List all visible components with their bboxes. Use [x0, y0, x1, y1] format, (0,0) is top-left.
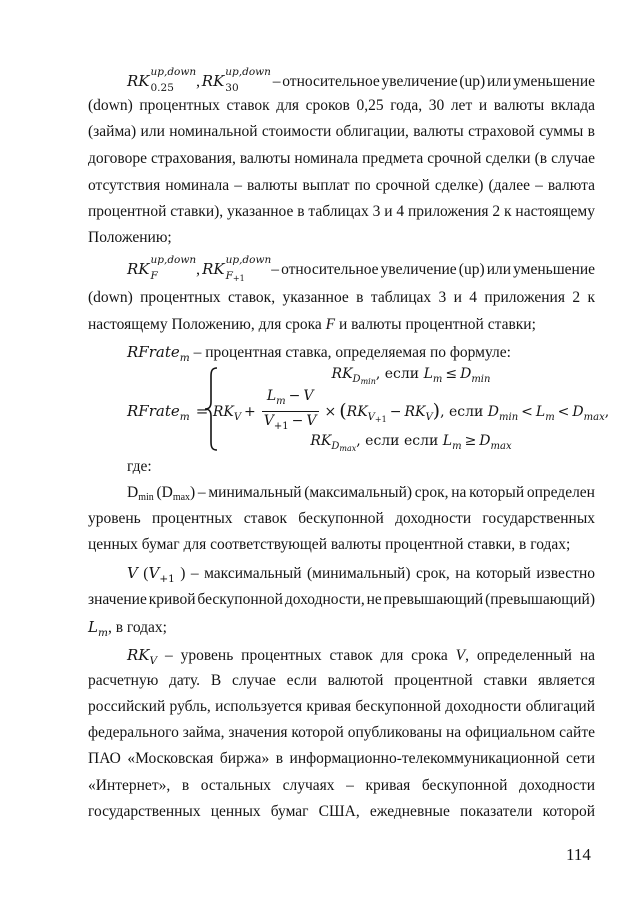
- rfrate-symbol: [127, 343, 190, 364]
- where-label: где:: [127, 458, 152, 475]
- fraction-numerator: [262, 387, 319, 412]
- term-scripts: [151, 64, 197, 96]
- para6-line2: значение кривой бескупонной доходности, не превышающий (превышающий): [88, 591, 595, 608]
- d-symbol: D: [127, 484, 139, 501]
- rk-up-down-30-term: [201, 66, 271, 94]
- line-text: , определенный на: [465, 647, 595, 664]
- para7-line1: [127, 642, 595, 668]
- para5-line3: ценных бумаг для соответствующей валюты процентной ставки, в годах;: [88, 536, 571, 553]
- formula-lhs: [127, 398, 208, 424]
- d-symbol: D: [572, 403, 584, 420]
- v-symbol: V: [306, 412, 317, 429]
- rk-symbol: RK: [310, 433, 332, 449]
- open-paren: (: [137, 565, 149, 582]
- rk-subscript: [331, 441, 356, 452]
- term-scripts: [225, 64, 271, 96]
- para1-line7: Положению;: [88, 229, 172, 246]
- less-than-operator: <: [557, 403, 570, 420]
- para2-line1: [127, 252, 595, 283]
- para5-line1: [127, 480, 595, 506]
- rk-symbol: RK: [212, 403, 234, 420]
- less-than-operator: <: [521, 403, 533, 420]
- l-symbol: L: [266, 387, 277, 404]
- condition-word: , если: [375, 366, 424, 382]
- v-symbol: V: [263, 412, 274, 429]
- variable-v: V: [455, 647, 466, 664]
- para1-line1: [127, 64, 595, 94]
- para1-line2: (down) процентных ставок для сроков 0,25 года, 30 лет и валюты вклада: [88, 97, 595, 114]
- operator: ≥: [464, 433, 477, 449]
- symbol-subscript: m: [97, 627, 108, 639]
- para1-line6: процентной ставки), указанное в таблицах 3 и 4 приложения 2 к настоящему: [88, 203, 595, 220]
- rk-up-down-f-term: [127, 254, 197, 282]
- term-scripts: [226, 252, 272, 287]
- d-subscript: min: [471, 374, 491, 385]
- sub-subscript: +1: [374, 414, 387, 424]
- term-separator: ,: [196, 73, 202, 90]
- term-base: RK: [201, 72, 225, 90]
- line-text: – максимальный (минимальный) срок, на который известно: [185, 565, 595, 582]
- rk-up-down-025-term: [127, 66, 197, 94]
- l-subscript: m: [276, 395, 286, 407]
- term-subscript: 30: [225, 82, 239, 94]
- left-paren: (: [339, 399, 347, 422]
- d-symbol: D: [460, 366, 472, 382]
- rk-symbol: RK: [404, 403, 426, 420]
- sub-subscript: min: [360, 377, 376, 386]
- rk-up-down-f-plus-1-term: [202, 254, 272, 283]
- l-m-symbol: [88, 618, 108, 639]
- l-symbol: L: [423, 366, 433, 382]
- term-superscript: up,down: [225, 66, 271, 78]
- d-subscript: max: [490, 441, 512, 452]
- para1-line4: договоре страхования, валюты номинала предмета срочной сделки (в случае: [88, 150, 595, 167]
- rk-subscript: V: [425, 411, 433, 423]
- term-base: RK: [127, 260, 150, 278]
- d-subscript: max: [583, 411, 605, 423]
- subscript-base: F: [225, 270, 233, 282]
- right-paren: ): [432, 399, 441, 422]
- sub-subscript: max: [339, 444, 357, 453]
- para7-line2: расчетную дату. В случае если валютой процентной ставки является: [88, 672, 595, 689]
- term-superscript: up,down: [150, 66, 197, 78]
- d-symbol: D: [161, 484, 173, 501]
- term-subscript: F: [150, 270, 158, 282]
- line-text: – уровень процентных ставок для срока: [157, 647, 456, 664]
- term-superscript: up,down: [150, 254, 197, 266]
- times-operator: ×: [324, 403, 337, 420]
- line-text: , в годах;: [107, 619, 167, 636]
- l-symbol: L: [442, 433, 453, 449]
- open-paren: (: [153, 484, 162, 501]
- para7-line5: ПАО «Московская биржа» в информационно-телекоммуникационной сети: [88, 750, 595, 767]
- para7-line4: федерального займа, значения которой опубликованы на официальном сайте: [88, 724, 595, 741]
- subscript-base: D: [352, 374, 361, 385]
- plus-operator: +: [244, 403, 256, 420]
- para6-line1: [127, 560, 595, 586]
- page-number: 114: [566, 845, 591, 864]
- symbol-base: RFrate: [127, 343, 180, 361]
- line-text: – минимальный (максимальный) срок, на который определен: [195, 484, 595, 501]
- symbol-base: L: [88, 618, 98, 636]
- rk-symbol: RK: [346, 403, 368, 420]
- condition-word: , если: [440, 403, 488, 420]
- d-subscript: max: [172, 492, 191, 503]
- term-scripts: [151, 252, 197, 284]
- para2-line2: (down) процентных ставок, указанное в таблицах 3 и 4 приложения 2 к: [88, 289, 595, 306]
- l-subscript: m: [545, 411, 555, 423]
- term-base: RK: [127, 72, 150, 90]
- operator: ≤: [445, 366, 458, 382]
- symbol-subscript: +1: [159, 573, 175, 585]
- line-text: и валюты процентной ставки;: [335, 316, 536, 333]
- line-text: – относительное увеличение (up) или уменьшение: [270, 73, 595, 90]
- lhs-subscript: m: [179, 411, 190, 423]
- para6-line3: [88, 614, 595, 640]
- close-paren: ): [174, 565, 186, 582]
- rk-subscript: [353, 374, 376, 385]
- symbol-base: V: [148, 564, 160, 582]
- d-subscript: min: [138, 492, 154, 503]
- rk-v-symbol: [127, 646, 158, 667]
- minus-operator: −: [291, 412, 304, 429]
- subscript-base: V: [367, 411, 375, 423]
- equals-sign: =: [195, 402, 209, 420]
- v-symbol: V: [127, 564, 138, 582]
- l-subscript: m: [452, 441, 462, 452]
- para7-line6: «Интернет», в остальных случаях – кривая бескупонной доходности: [88, 777, 595, 794]
- line-text: – процентная ставка, определяемая по формуле:: [189, 344, 511, 361]
- symbol-subscript: V: [149, 655, 158, 667]
- lhs-symbol: RFrate: [127, 402, 180, 420]
- l-subscript: m: [432, 374, 443, 385]
- para7-line3: российский рубль, используется кривая бескупонной доходности облигаций: [88, 698, 595, 715]
- para1-line5: отсутствия номинала – валюты выплат по срочной сделке) (далее – валюта: [88, 177, 595, 194]
- v-symbol: V: [303, 387, 314, 404]
- d-subscript: min: [499, 411, 519, 423]
- trailing-comma: ,: [604, 403, 610, 420]
- para2-line3: [88, 312, 595, 338]
- sub-subscript: +1: [232, 274, 245, 283]
- para5-line2: уровень процентных ставок бескупонной доходности государственных: [88, 510, 595, 527]
- para1-line3: (займа) или номинальной стоимости облигации, валюты страховой суммы в: [88, 123, 595, 140]
- formula-case-2: [212, 387, 610, 432]
- symbol-base: RK: [127, 646, 150, 664]
- term-subscript: 0.25: [150, 82, 174, 94]
- line-text: настоящему Положению, для срока: [88, 316, 326, 333]
- rk-subscript: V: [233, 411, 242, 423]
- variable-f: F: [325, 316, 336, 333]
- d-symbol: D: [479, 433, 491, 449]
- rk-symbol: RK: [331, 366, 353, 382]
- close-paren: ): [190, 484, 196, 501]
- d-symbol: D: [487, 403, 500, 420]
- subscript-base: D: [331, 441, 340, 452]
- term-superscript: up,down: [225, 254, 272, 266]
- minus-operator: −: [389, 403, 402, 420]
- symbol-subscript: m: [179, 352, 190, 364]
- line-text: – относительное увеличение (up) или уменьшение: [271, 261, 595, 278]
- para7-line7: государственных ценных бумаг США, ежедневные показатели которой: [88, 803, 595, 820]
- v-plus-1-symbol: [148, 564, 175, 585]
- v-subscript: +1: [273, 420, 289, 432]
- l-symbol: L: [535, 403, 546, 420]
- rk-subscript: [368, 412, 387, 423]
- term-base: RK: [202, 260, 225, 278]
- condition-word: , если если: [356, 433, 443, 449]
- term-separator: ,: [196, 261, 203, 278]
- minus-operator: −: [288, 387, 301, 404]
